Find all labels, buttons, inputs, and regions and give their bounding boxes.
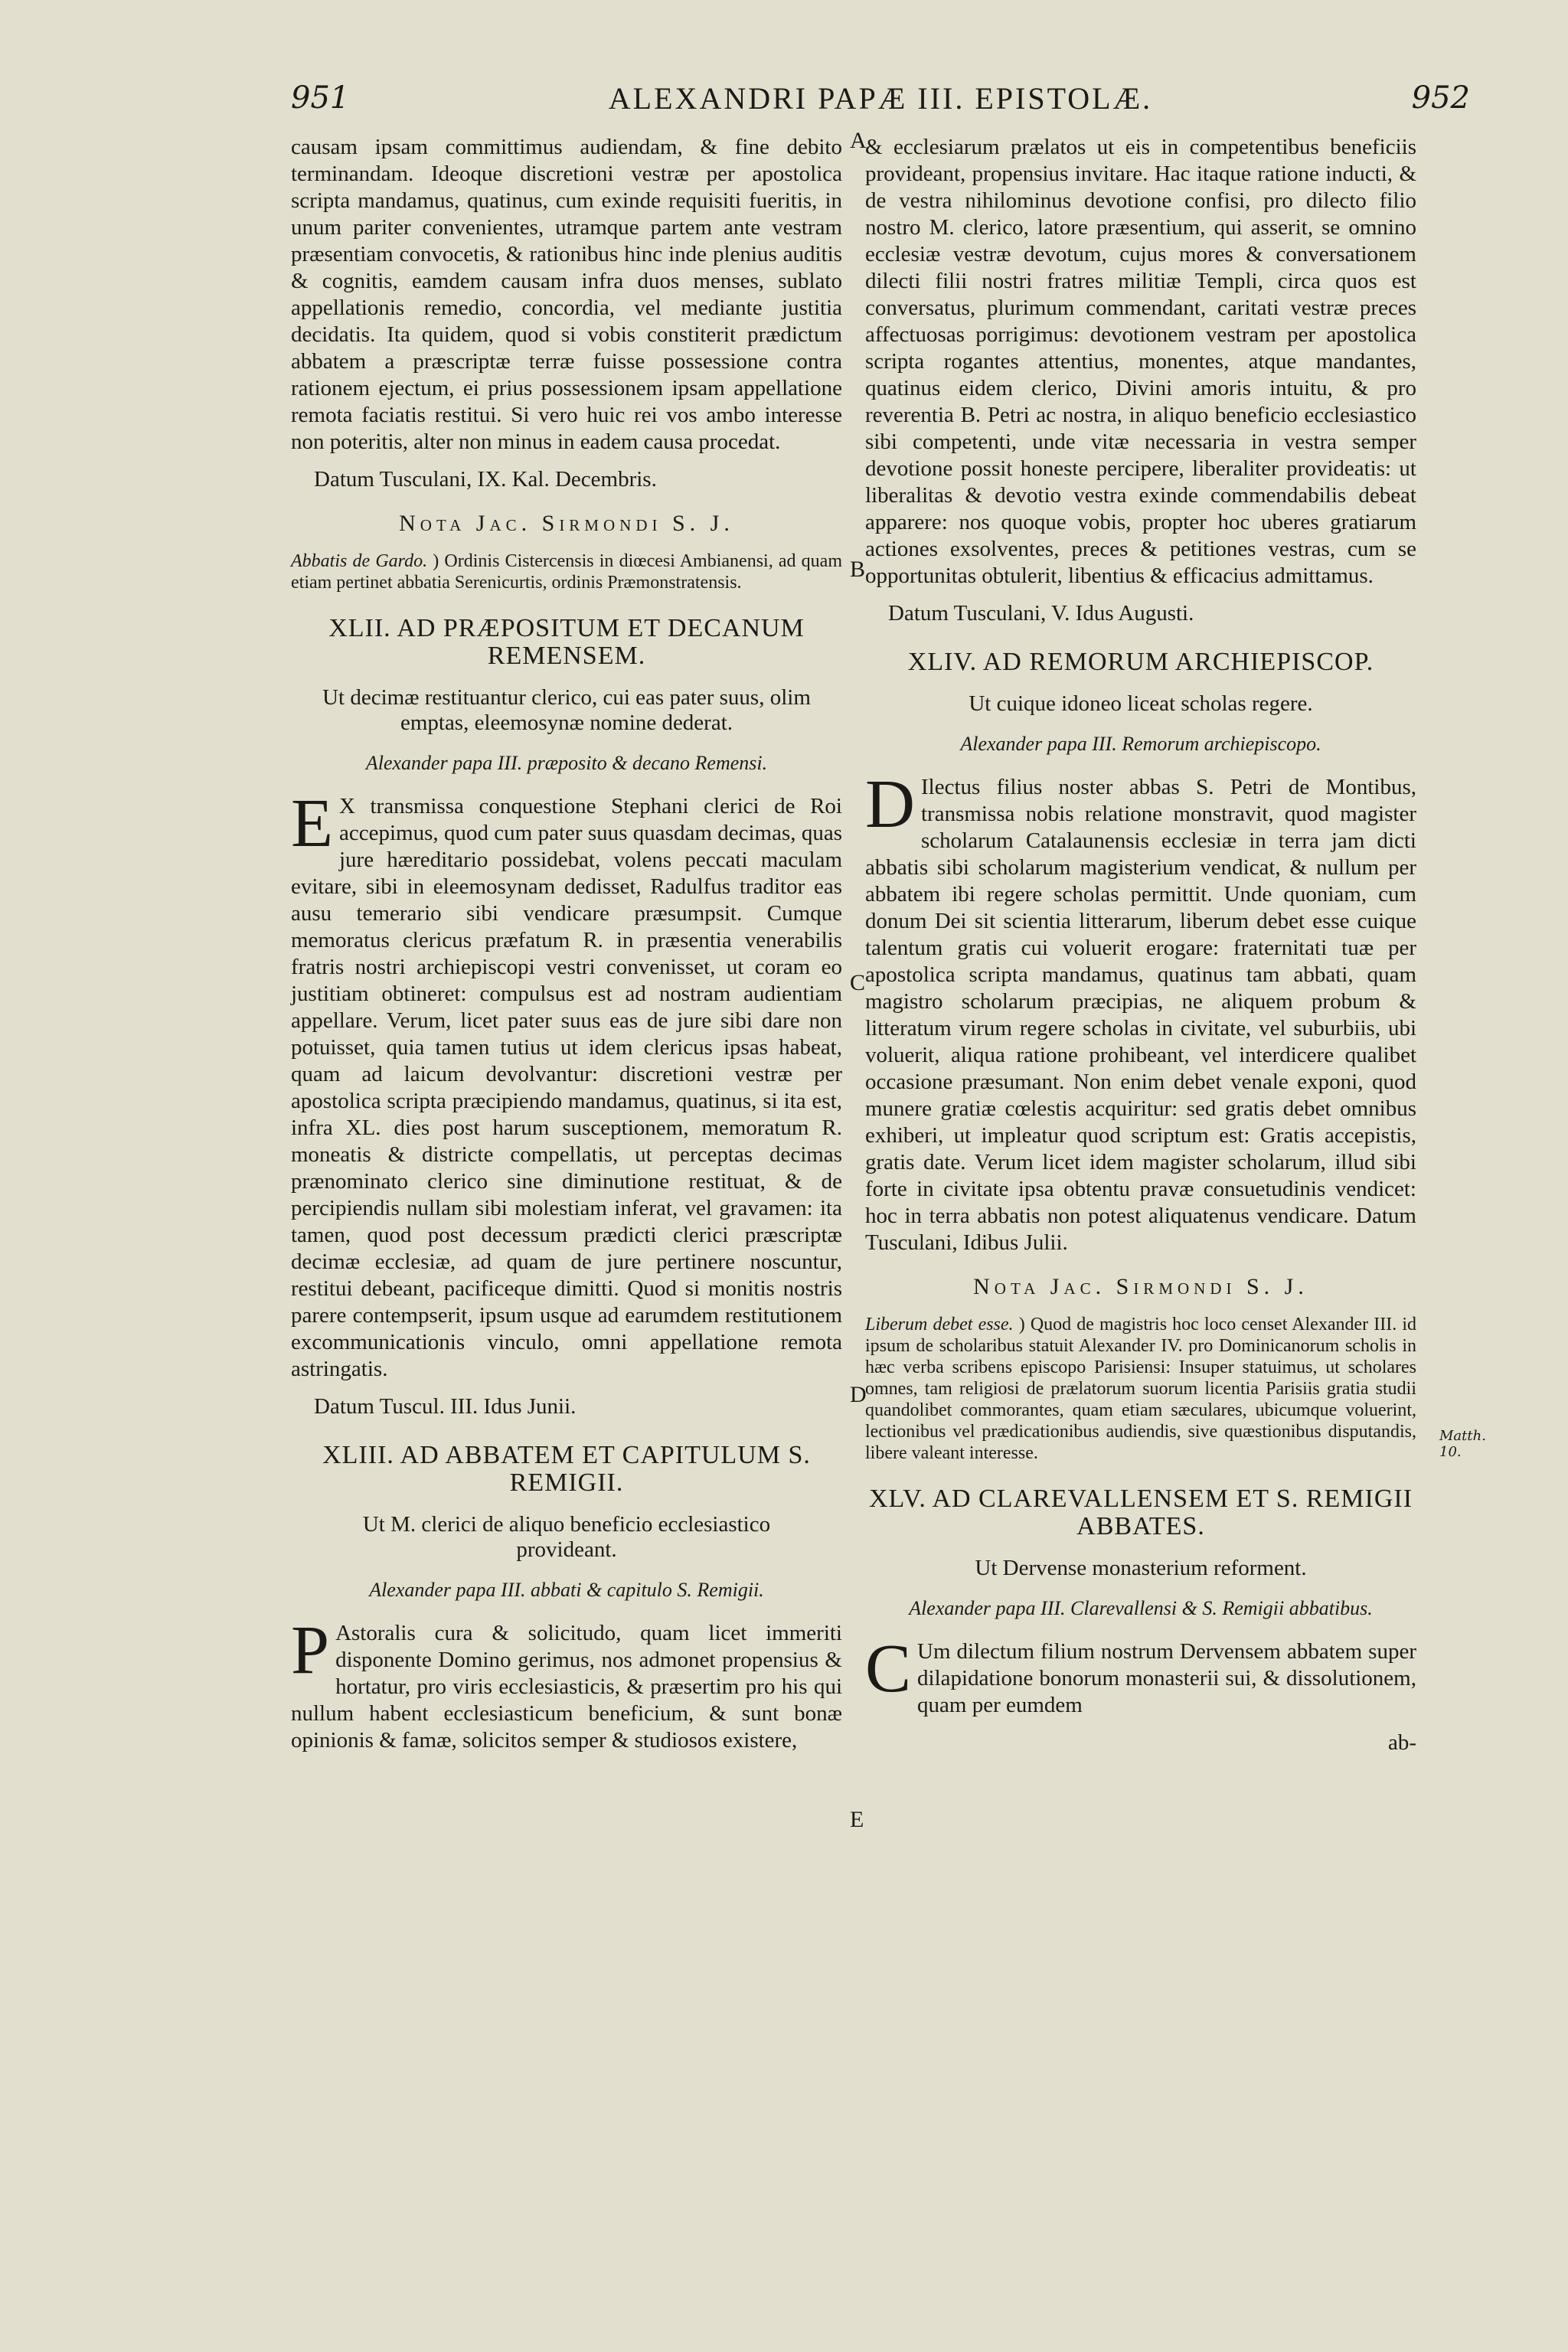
section-42-text: X transmissa conquestione Stephani clerici de Roi accepimus, quod cum pater suus quasdam decimas, quas jure hæreditario possidebat, volens peccati maculam evitare, sibi in eleemosynam dedisset, Radulfus traditor eas ausu temerario sibi vendicare præsumpsit. Cumque memoratus clericus præfatum R. in præsentia venerabilis fratris nostri archiepiscopi vestri convenisset, ut coram eo justitiam obtineret: compulsus est ad nostram audientiam appellare. Verum, licet pater suus eas de jure sibi dare non potuisset, quia tamen tutius ut idem clericus ipsas habeat, quam ad laicum devolvantur: discretioni vestræ per apostolica scripta præcipiendo mandamus, quatinus, si ita est, infra XL. dies post harum susceptionem, memoratum R. moneatis & districte compellatis, ut perceptas decimas prænominato clerico sine diminutione restituat, & de percipiendis nullam sibi molestiam inferat, vel gravamen: ita tamen, quod post decessum prædicti clerici præscriptæ decimæ ecclesiæ, ad quam de jure pertinere noscuntur, restitui debeant, pacificeque dimitti. Quod si monitis nostris parere contempserit, ipsum usque ad earumdem restitutionem excommunicationis vinculo, omni appellatione remota astringatis.: [291, 794, 842, 1381]
left-page-number: 951: [291, 80, 350, 116]
section-42-body: [291, 786, 842, 1383]
nota-1-text: ) Ordinis Cistercensis in diœcesi Ambianensi, ad quam etiam pertinet abbatia Serenicurtis, ordinis Præmonstratensis.: [291, 551, 843, 593]
section-43-title: XLIII. AD ABBATEM ET CAPITULUM S. REMIGII.: [322, 1441, 811, 1497]
nota-2: [865, 1314, 1416, 1464]
right-dateline-1: Datum Tusculani, V. Idus Augusti.: [888, 601, 1194, 626]
section-45-summary: Ut Dervense monasterium reforment.: [975, 1556, 1307, 1580]
margin-letter-c: C: [850, 970, 866, 995]
nota-heading-2: Nota Jac. Sirmondi S. J.: [973, 1274, 1308, 1299]
section-44-body: [865, 766, 1416, 1256]
nota-1-lemma: Abbatis de Gardo.: [291, 551, 428, 571]
margin-letter-e: E: [850, 1807, 864, 1832]
margin-letter-d: D: [850, 1382, 867, 1407]
section-45-text: Um dilectum filium nostrum Dervensem abbatem super dilapidatione bonorum monasterii sui, & dissolutionem, quam per eumdem: [917, 1639, 1416, 1717]
nota-1: [291, 550, 842, 593]
nota-2-text: ) Quod de magistris hoc loco censet Alexander III. id ipsum de scholaribus statuit Alexander IV. pro Dominicanorum scholis in hæc verba scribens episcopo Parisiensi: Insuper statuimus, ut scholares omnes, tam religiosi de prælatorum suorum licentia Parisiis gratia studii quandolibet commorantes, quam etiam sæculares, ubicumque voluerint, lectionibus vel prædicationibus audiendis, sive quæstionibus disputandis, libere valeant interesse.: [865, 1315, 1417, 1463]
margin-letter-a: A: [850, 128, 867, 153]
left-dateline-1: Datum Tusculani, IX. Kal. Decembris.: [314, 467, 657, 492]
section-45-dropcap: C: [865, 1631, 912, 1707]
margin-note: Matth. 10.: [1439, 1428, 1486, 1460]
section-43-text: Astoralis cura & solicitudo, quam licet immeriti disponente Domino gerimus, nos admonet propensius & hortatur, pro viris ecclesiasticis, & præsertim pro his qui nullum habent ecclesiasticum beneficium, & sunt bonæ opinionis & famæ, solicitos semper & studiosos existere,: [291, 1621, 842, 1753]
section-43-dropcap: P: [291, 1612, 330, 1688]
nota-2-lemma: Liberum debet esse.: [865, 1315, 1014, 1334]
page-header: [291, 80, 1470, 142]
section-44-dropcap: D: [865, 766, 915, 842]
left-paragraph-continued: causam ipsam committimus audiendam, & fine debito terminandam. Ideoque discretioni vestræ per apostolica scripta mandamus, quatinus, cum exinde requisiti fueritis, in unum pariter convenientes, utramque partem ante vestram præsentiam convocetis, & rationibus hinc inde plenius auditis & cognitis, eamdem causam infra duos menses, sublato appellationis remedio, concordia, vel mediante justitia decidatis. Ita quidem, quod si vobis constiterit prædictum abbatem a præscriptæ terræ fuisse possessione contra rationem ejectum, ei prius possessionem ipsam appellatione remota faciatis restitui. Si vero huic rei vos ambo interesse non poteritis, alter non minus in eadem causa procedat.: [291, 135, 842, 454]
section-45-address: Alexander papa III. Clarevallensi & S. Remigii abbatibus.: [909, 1597, 1373, 1619]
section-42-title: XLII. AD PRÆPOSITUM ET DECANUM REMENSEM.: [328, 614, 805, 670]
catchword: ab-: [1387, 1730, 1416, 1755]
right-page-number: 952: [1411, 80, 1470, 116]
right-column: [865, 134, 1416, 1767]
left-column: [291, 134, 842, 1765]
margin-letter-b: B: [850, 557, 866, 582]
section-44-title: XLIV. AD REMORUM ARCHIEPISCOP.: [907, 648, 1374, 676]
nota-heading-1: Nota Jac. Sirmondi S. J.: [399, 511, 734, 536]
left-dateline-2: Datum Tuscul. III. Idus Junii.: [314, 1394, 577, 1419]
section-45-body: [865, 1631, 1416, 1719]
book-page: [230, 73, 1486, 2320]
section-42-address: Alexander papa III. præposito & decano Remensi.: [365, 752, 768, 774]
section-44-address: Alexander papa III. Remorum archiepiscopo.: [960, 733, 1321, 755]
section-43-summary: Ut M. clerici de aliquo beneficio ecclesiastico provideant.: [362, 1512, 771, 1562]
section-44-summary: Ut cuique idoneo liceat scholas regere.: [969, 691, 1313, 716]
section-42-dropcap: E: [291, 786, 333, 861]
section-43-address: Alexander papa III. abbati & capitulo S. Remigii.: [369, 1579, 764, 1601]
section-42-summary: Ut decimæ restituantur clerico, cui eas pater suus, olim emptas, eleemosynæ nomine dederat.: [322, 685, 811, 735]
section-43-body: [291, 1612, 842, 1754]
right-paragraph-continued: & ecclesiarum prælatos ut eis in competentibus beneficiis provideant, propensius invitare. Hac itaque ratione inducti, & de vestra nihilominus devotione confisi, pro dilecto filio nostro M. clerico, latore præsentium, qui asserit, se omnino ecclesiæ vestræ devotum, cujus mores & conversationem dilecti filii nostri fratres militiæ Templi, circa quos est conversatus, plurimum commendant, caritati vestræ preces affectuosas porrigimus: devotionem vestram per apostolica scripta rogantes attentius, monentes, atque mandantes, quatinus eidem clerico, Divini amoris intuitu, & pro reverentia B. Petri ac nostra, in aliquo beneficio ecclesiastico sibi competenti, unde vitæ necessaria in vestra semper devotione possit honeste percipere, liberaliter provideatis: ut liberalitas & devotio vestra exinde commendabilis debeat apparere: nos quoque vobis, propter hoc uberes gratiarum actiones exsolventes, preces & petitiones vestras, cum se opportunitas obtulerit, libentius & efficacius admittamus.: [865, 135, 1416, 588]
section-45-title: XLV. AD CLAREVALLENSEM ET S. REMIGII ABBATES.: [868, 1485, 1413, 1540]
running-title: ALEXANDRI PAPÆ III. EPISTOLÆ.: [608, 81, 1153, 116]
section-44-text: Ilectus filius noster abbas S. Petri de Montibus, transmissa nobis relatione monstravit, quod magister scholarum Catalaunensis ecclesiæ in terra jam dicti abbatis sibi scholarum magisterium vendicat, & nullum per abbatem ibi regere scholas permittit. Unde quoniam, cum donum Dei sit scientia litterarum, liberum debet esse cuique talentum gratis cui voluerit erogare: fraternitati tuæ per apostolica scripta mandamus, quatinus tam abbati, quam magistro scholarum præcipias, ne aliquem probum & litteratum virum regere scholas in civitate, vel suburbiis, ubi voluerit, aliqua ratione prohibeant, vel interdicere qualibet occasione præsumant. Non enim debet venale exponi, quod munere gratiæ cœlestis acquiritur: sed gratis debet omnibus exhiberi, ut impleatur quod scriptum est: Gratis accepistis, gratis date. Verum licet idem magister scholarum, illud sibi forte in civitate ipsa obtentu pravæ consuetudinis vendicet: hoc in terra abbatis non potest aliquatenus vendicare. Datum Tusculani, Idibus Julii.: [865, 775, 1416, 1255]
